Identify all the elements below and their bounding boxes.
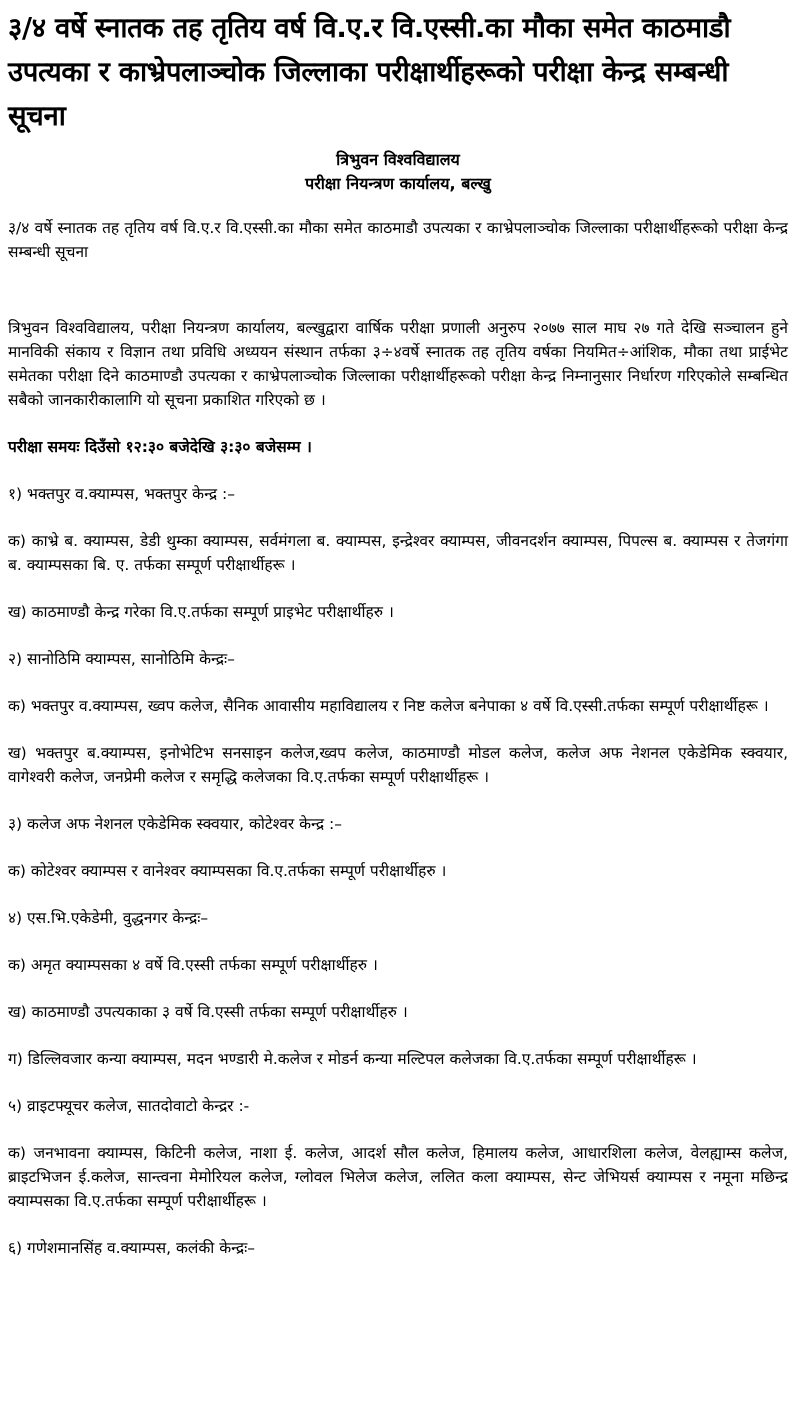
- center-group-item: क) भक्तपुर व.क्याम्पस, ख्वप कलेज, सैनिक आवासीय महाविद्यालय र निष्ट कलेज बनेपाका ४ वर्षे वि.एस्सी.तर्फका सम्पूर्ण परीक्षार्थीहरू ।: [8, 697, 769, 715]
- center-heading: २) सानोठिमि क्याम्पस, सानोठिमि केन्द्रः–: [8, 650, 235, 668]
- center-heading: १) भक्तपुर व.क्याम्पस, भक्तपुर केन्द्र :–: [8, 485, 236, 503]
- center-group-item: ख) काठमाण्डौ केन्द्र गरेका वि.ए.तर्फका सम्पूर्ण प्राइभेट परीक्षार्थीहरु ।: [8, 603, 394, 621]
- center-heading: ४) एस.भि.एकेडेमी, वुद्धनगर केन्द्रः–: [8, 909, 209, 927]
- center-heading: ६) गणेशमानसिंह व.क्याम्पस, कलंकी केन्द्रः–: [8, 1239, 256, 1257]
- office-name: परीक्षा नियन्त्रण कार्यालय, बल्खु: [305, 174, 491, 193]
- center-group-item: ख) काठमाण्डौ उपत्यकाका ३ वर्षे वि.एस्सी तर्फका सम्पूर्ण परीक्षार्थीहरु ।: [8, 1003, 408, 1021]
- center-group-item: क) काभ्रे ब. क्याम्पस, डेडी थुम्का क्याम्पस, सर्वमंगला ब. क्याम्पस, इन्द्रेश्वर क्याम्पस, जीवनदर्शन क्याम्पस, पिपल्स ब. क्याम्पस र तेजगंगा ब. क्याम्पसका बि. ए. तर्फका सम्पूर्ण परीक्षार्थीहरू ।: [8, 532, 788, 574]
- issuer-block: [8, 148, 788, 196]
- center-group-item: क) अमृत क्याम्पसका ४ वर्षे वि.एस्सी तर्फका सम्पूर्ण परीक्षार्थीहरु ।: [8, 956, 378, 974]
- center-group-item: क) कोटेश्वर क्याम्पस र वानेश्वर क्याम्पसका वि.ए.तर्फका सम्पूर्ण परीक्षार्थीहरु ।: [8, 862, 447, 880]
- center-heading: ३) कलेज अफ नेशनल एकेडेमिक स्क्वयार, कोटेश्वर केन्द्र :–: [8, 815, 342, 833]
- center-group-item: ग) डिल्लिवजार कन्या क्याम्पस, मदन भण्डारी मे.कलेज र मोडर्न कन्या मल्टिपल कलेजका वि.ए.तर्फका सम्पूर्ण परीक्षार्थीहरू ।: [8, 1050, 697, 1068]
- center-group-item: क) जनभावना क्याम्पस, किटिनी कलेज, नाशा ई. कलेज, आदर्श सौल कलेज, हिमालय कलेज, आधारशिला कलेज, वेलह्याम्स कलेज, ब्राइटभिजन ई.कलेज, सान्त्वना मेमोरियल कलेज, ग्लोवल भिलेज कलेज, ललित कला क्याम्पस, सेन्ट जेभियर्स क्याम्पस र नमूना मछिन्द्र क्याम्पसका वि.ए.तर्फका सम्पूर्ण परीक्षार्थीहरू ।: [8, 1144, 788, 1210]
- university-name: त्रिभुवन विश्वविद्यालय: [336, 150, 460, 169]
- notice-body: [8, 216, 788, 1260]
- notice-summary: ३/४ वर्षे स्नातक तह तृतिय वर्ष वि.ए.र वि.एस्सी.का मौका समेत काठमाडौ उपत्यका र काभ्रेपलाञ्चोक जिल्लाका परीक्षार्थीहरूको परीक्षा केन्द्र सम्बन्धी सूचना: [8, 219, 788, 261]
- notice-intro: त्रिभुवन विश्वविद्यालय, परीक्षा नियन्त्रण कार्यालय, बल्खुद्वारा वार्षिक परीक्षा प्रणाली अनुरुप २०७७ साल माघ २७ गते देखि सञ्चालन हुने मानविकी संकाय र विज्ञान तथा प्रविधि अध्ययन संस्थान तर्फका ३÷४वर्षे स्नातक तह तृतिय वर्षका नियमित÷आंशिक, मौका तथा प्राईभेट समेतका परीक्षा दिने काठमाण्डौ उपत्यका र काभ्रेपलाञ्चोक जिल्लाका परीक्षार्थीहरूको परीक्षा केन्द्र निम्नानुसार निर्धारण गरिएकोले सम्बन्धित सबैको जानकारीकालागि यो सूचना प्रकाशित गरिएको छ ।: [8, 319, 788, 409]
- center-group-item: ख) भक्तपुर ब.क्याम्पस, इनोभेटिभ सनसाइन कलेज,ख्वप कलेज, काठमाण्डौ मोडल कलेज, कलेज अफ नेशनल एकेडेमिक स्क्वयार, वागेश्वरी कलेज, जनप्रेमी कलेज र समृद्धि कलेजका वि.ए.तर्फका सम्पूर्ण परीक्षार्थीहरू ।: [8, 744, 788, 786]
- notice-headline: ३/४ वर्षे स्नातक तह तृतिय वर्ष वि.ए.र वि.एस्सी.का मौका समेत काठमाडौ उपत्यका र काभ्रेपलाञ्चोक जिल्लाका परीक्षार्थीहरूको परीक्षा केन्द्र सम्बन्धी सूचना: [8, 12, 731, 132]
- center-heading: ५) व्राइटफ्यूचर कलेज, सातदोवाटो केन्द्रर :-: [8, 1097, 250, 1115]
- exam-time: परीक्षा समयः दिउँसो १२:३० बजेदेखि ३:३० बजेसम्म ।: [8, 438, 312, 456]
